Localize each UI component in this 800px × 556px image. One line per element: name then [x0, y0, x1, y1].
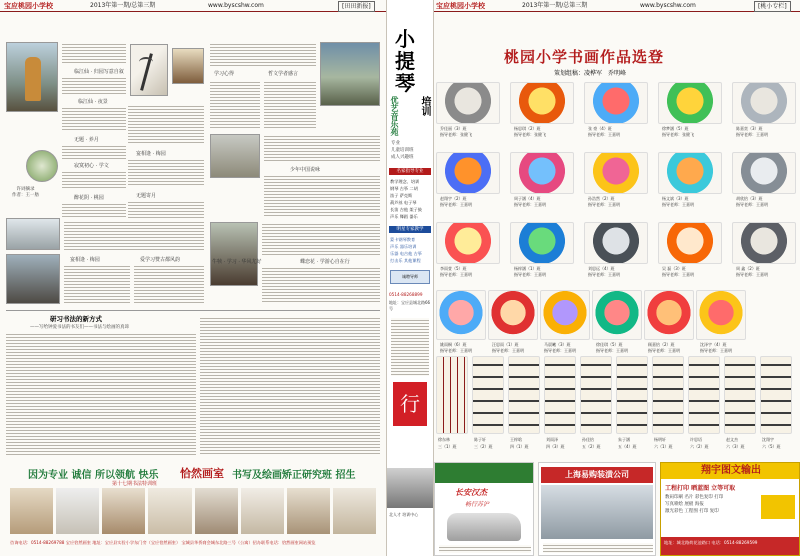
print-ad-badge	[761, 495, 795, 519]
section-label: [田田新报]	[338, 1, 375, 12]
drawing-teacher-label: 指导老师：王嘉明	[736, 202, 768, 207]
student-drawing	[436, 290, 486, 340]
calligraphy-class-label: 四（1）班	[510, 444, 529, 449]
drawing-student-label: 杨梓涵（1）班	[514, 266, 541, 271]
poem-heading: 寂寞初心 · 学文	[74, 163, 109, 169]
studio-name: 恰然画室	[180, 467, 224, 480]
article-text	[210, 80, 260, 130]
article-text	[128, 158, 204, 186]
poem-heading: 无题寄月	[136, 193, 157, 199]
poem-text	[62, 144, 126, 160]
drawing-teacher-label: 指导老师：王嘉明	[588, 132, 620, 137]
print-ad-headline: 工程打印 晒蓝图 立等可取	[665, 485, 736, 492]
art-studio-ad[interactable]	[0, 462, 386, 556]
calligraphy-student-label: 杨明轩	[654, 437, 666, 442]
article-text	[128, 104, 204, 144]
car-ad-subtitle: 畅行苏沪	[465, 501, 490, 508]
bio-text	[64, 220, 204, 252]
student-drawing	[696, 290, 746, 340]
drawing-student-label: 周子涵（4）班	[514, 196, 541, 201]
music-school-ad[interactable]	[386, 0, 434, 556]
calligraphy-student-label: 刘雨泽	[546, 437, 558, 442]
decoration-company-ad[interactable]	[538, 462, 656, 556]
calligraphy-student-label: 许思语	[690, 437, 702, 442]
calligraphy-class-label: 三（2）班	[474, 444, 493, 449]
student-drawing	[592, 290, 642, 340]
drawing-student-label: 陈嘉奕（3）班	[736, 126, 763, 131]
ad-subtitle: 第十七期书法特训班	[112, 481, 158, 487]
circular-portrait	[26, 150, 58, 182]
drawing-teacher-label: 指导老师：王嘉明	[440, 348, 472, 353]
drawing-teacher-label: 指导老师：王嘉明	[736, 132, 768, 137]
drawing-student-label: 张 豪（4）班	[588, 126, 612, 131]
car-ad-title: 长安汉杰	[455, 488, 487, 497]
drawing-teacher-label: 指导老师：王嘉明	[440, 272, 472, 277]
page-title: 桃园小学书画作品选登	[504, 48, 665, 66]
drawing-student-label: 马晨曦（3）班	[544, 342, 571, 347]
car-ad-text	[439, 545, 531, 553]
calligraphy-student-label: 朱子涵	[618, 437, 630, 442]
print-ad-services: 数码印刷 名片 彩色复印 打印 写真喷绘 展板 海报 激光彩色 工程图 打印 复印	[665, 495, 724, 514]
calligraphy-scroll	[508, 356, 540, 434]
drawing-teacher-label: 指导老师：王嘉明	[588, 272, 620, 277]
ad-contact: 咨询电话：0514-88269788 宝应恰然画室 地址：宝应县实验小学东门旁（宝应恰然画室） 宝城县华侨商会城东北路三号（公寓）招办联系电话：恰然画室网站预览	[10, 540, 316, 545]
article-text	[134, 264, 204, 304]
drawing-teacher-label: 指导老师：王嘉明	[514, 202, 546, 207]
ad-enrollment: 书写及绘画矫正研究班 招生	[232, 470, 356, 481]
drawing-teacher-label: 指导老师：王嘉明	[596, 348, 628, 353]
drawing-student-label: 李雨萱（5）班	[440, 266, 467, 271]
ad-footer: 北人才 培训中心	[389, 512, 419, 517]
student-drawing	[644, 290, 694, 340]
student-drawing	[436, 222, 500, 264]
poem-heading: 临江仙 · 夜景	[78, 99, 108, 105]
newspaper-logo: 宝应桃园小学校	[4, 1, 53, 10]
calligraphy-scroll	[544, 356, 576, 434]
landscape-photo	[320, 42, 380, 106]
drawing-student-label: 汪思雨（1）班	[492, 342, 519, 347]
drawing-student-label: 杨文斌（3）班	[662, 196, 689, 201]
bio-text	[62, 42, 126, 64]
drawing-teacher-label: 指导老师：王嘉明	[588, 202, 620, 207]
calligraphy-student-label: 王梓晗	[510, 437, 522, 442]
calligraphy-class-label: 六（2）班	[690, 444, 709, 449]
instrument-list: 教学理念、培训 钢琴 古筝 二胡 笛子 萨克斯 葫芦丝 电子琴 长笛 吉他 架子鼓 声乐 舞蹈 器乐	[390, 179, 422, 219]
calligraphy-scroll	[472, 356, 504, 434]
drawing-teacher-label: 指导老师：王嘉明	[440, 202, 472, 207]
calligraphy-scroll	[724, 356, 756, 434]
ad-title: 小 提 琴	[395, 27, 415, 95]
student-drawing	[732, 222, 796, 264]
calligraphy-scroll	[616, 356, 648, 434]
ad-subtitle: 优艺音乐苑	[390, 96, 399, 136]
article-text	[64, 264, 130, 304]
ad-tags: 专业 儿童培训班 成人兴趣班	[391, 141, 414, 160]
calligraphy-scroll	[760, 356, 792, 434]
ad-phone[interactable]: 0514-88268899	[389, 292, 423, 297]
drawing-student-label: 沈泽宇（4）班	[700, 342, 727, 347]
calligraphy-student-label: 徐东林	[438, 437, 450, 442]
calligraphy-class-label: 三（1）班	[438, 444, 457, 449]
storefront-photo	[541, 485, 653, 539]
left-page	[0, 0, 386, 556]
building-photo	[6, 218, 60, 250]
student-drawing	[584, 82, 648, 124]
calligraphy-student-label: 沈翔宇	[762, 437, 774, 442]
drawing-student-label: 徐佳琪（5）班	[596, 342, 623, 347]
poem-heading: 少年中国说咏	[290, 167, 321, 173]
student-drawing	[540, 290, 590, 340]
article-text	[128, 200, 204, 218]
column-heading: 爱学习赞古都风韵	[140, 257, 181, 263]
student-drawing	[510, 152, 574, 194]
calligraphy-class-label: 四（3）班	[546, 444, 565, 449]
drawing-student-label: 赵翔宇（2）班	[440, 196, 467, 201]
ad-training: 培训	[419, 96, 430, 116]
article-text	[264, 174, 380, 218]
article-subtitle: ——写给钟爱书法的书友们——书法与绘画的真谛	[30, 325, 129, 330]
calligraphy-scroll	[436, 356, 468, 434]
column-heading: 宴相逢 · 梅园	[70, 257, 100, 263]
bio-text	[264, 134, 380, 162]
poem-heading: 宴相逢 · 梅园	[136, 151, 166, 157]
drawing-teacher-label: 指导老师：王嘉明	[736, 272, 768, 277]
bio-text	[262, 222, 380, 256]
drawing-teacher-label: 指导老师：张健飞	[662, 132, 694, 137]
print-ad-title: 翔宇图文输出	[661, 463, 800, 479]
poem-text	[62, 76, 126, 96]
student-drawing	[510, 82, 574, 124]
poem-heading: 无题 · 养月	[74, 137, 99, 143]
bamboo-painting	[172, 48, 204, 84]
student-drawing	[584, 222, 648, 264]
issue-number: 2013年第一期/总第三期	[90, 2, 156, 9]
ad-photo-strip	[10, 488, 376, 534]
column-heading: 蝶恋花 · 学游心自在行	[300, 259, 350, 265]
ad-image	[387, 468, 434, 508]
drawing-teacher-label: 指导老师：张健飞	[440, 132, 472, 137]
drawing-teacher-label: 指导老师：王嘉明	[662, 202, 694, 207]
bio-text	[210, 42, 316, 66]
ad-address: 地址：宝应县城北路66号	[389, 300, 431, 311]
article-text	[262, 266, 380, 304]
column-heading: 哲文学者感言	[268, 71, 299, 77]
student-drawing	[436, 152, 500, 194]
website-url[interactable]: www.byscshw.com	[208, 2, 264, 9]
student-drawing	[488, 290, 538, 340]
drawing-student-label: 徐梦涵（5）班	[662, 126, 689, 131]
print-ad-contact: 地址：城北路荷花池路口 电话：0514-88269599	[661, 537, 800, 556]
calligraphy-student-label: 赵文杰	[726, 437, 738, 442]
left-header	[0, 0, 386, 12]
drawing-student-label: 孙浩然（2）班	[588, 196, 615, 201]
calligraphy-scroll	[652, 356, 684, 434]
student-drawing	[732, 152, 796, 194]
poem-text	[62, 170, 126, 190]
calligraphy-class-label: 六（1）班	[654, 444, 673, 449]
shop-sign: 上海易购装潢公司	[541, 467, 653, 483]
car-image	[447, 513, 521, 541]
drawing-student-label: 胡欣怡（3）班	[736, 196, 763, 201]
poem-heading: 醉花阴 · 桃园	[74, 195, 104, 201]
car-ad[interactable]	[434, 462, 534, 556]
drawing-teacher-label: 指导老师：王嘉明	[492, 348, 524, 353]
student-drawing	[658, 222, 722, 264]
student-drawing	[732, 82, 796, 124]
column-heading: 学习心得	[214, 71, 235, 77]
drawing-student-label: 乔佳丽（3）班	[440, 126, 467, 131]
poem-heading: 临江仙 · 归园写意自叙	[74, 69, 124, 75]
poem-text	[62, 106, 126, 132]
student-drawing	[658, 152, 722, 194]
ad-highlight: 明星专家教学	[389, 226, 431, 233]
ad-body-text	[391, 318, 429, 376]
article-body-right	[200, 316, 380, 456]
ad-contact-label: 名家指导专业	[389, 168, 431, 175]
drawing-student-label: 杨思琪（2）班	[514, 126, 541, 131]
portrait-caption: 许词摘录 作者：王一舫	[12, 187, 39, 198]
drawing-teacher-label: 指导老师：王嘉明	[700, 348, 732, 353]
article-title: 研习书法的新方式	[50, 315, 102, 323]
calligraphy-class-label: 五（2）班	[582, 444, 601, 449]
right-header	[434, 0, 800, 12]
student-drawing	[658, 82, 722, 124]
calligraphy-class-label: 六（3）班	[726, 444, 745, 449]
red-seal-logo: 行	[393, 382, 427, 426]
ad-slogan: 因为专业 诚信 所以领航 快乐	[28, 470, 159, 481]
portrait-photo	[210, 222, 258, 286]
calligraphy-scroll	[688, 356, 720, 434]
drawing-student-label: 顾嘉怡（2）班	[648, 342, 675, 347]
calligraphy-scroll	[580, 356, 612, 434]
article-body-left	[6, 332, 196, 456]
right-page	[434, 0, 800, 556]
student-drawing	[510, 222, 574, 264]
divider	[6, 310, 380, 311]
calligraphy-student-label: 孙佳怡	[582, 437, 594, 442]
page-credits: 策划组稿：凌桦军 乔明峰	[554, 70, 627, 77]
course-list: 蒙卡钢琴教育 声乐 器乐培训 乐器 电吉他 古筝 打击乐 其他课程	[390, 237, 422, 263]
drawing-teacher-label: 指导老师：王嘉明	[514, 272, 546, 277]
drawing-teacher-label: 指导老师：张健飞	[514, 132, 546, 137]
drawing-student-label: 吴 磊（3）班	[662, 266, 686, 271]
shop-ad-text	[543, 543, 653, 553]
student-drawing	[436, 82, 500, 124]
drawing-student-label: 周 鑫（2）班	[736, 266, 760, 271]
poem-text	[62, 202, 126, 218]
drawing-student-label: 姚雨桐（6）班	[440, 342, 467, 347]
print-shop-ad[interactable]	[660, 462, 800, 556]
section-label: [桃小专栏]	[754, 1, 791, 12]
drawing-teacher-label: 指导老师：王嘉明	[648, 348, 680, 353]
column-heading: 牛犊 · 学习 · 华风尤好	[212, 259, 262, 265]
portrait-photo	[6, 42, 58, 112]
issue-number: 2013年第一期/总第三期	[522, 2, 588, 9]
calligraphy-class-label: 五（4）班	[618, 444, 637, 449]
portrait-photo	[6, 254, 60, 304]
article-text	[264, 80, 316, 130]
calligraphy-student-label: 陈子轩	[474, 437, 486, 442]
ink-painting	[130, 44, 168, 96]
ad-logo: 诚聘导师	[390, 270, 430, 284]
website-url[interactable]: www.byscshw.com	[640, 2, 696, 9]
newspaper-logo: 宝应桃园小学校	[436, 1, 485, 10]
drawing-teacher-label: 指导老师：王嘉明	[662, 272, 694, 277]
drawing-teacher-label: 指导老师：王嘉明	[544, 348, 576, 353]
group-photo	[210, 134, 260, 178]
drawing-student-label: 刘思远（4）班	[588, 266, 615, 271]
calligraphy-class-label: 六（5）班	[762, 444, 781, 449]
student-drawing	[584, 152, 648, 194]
